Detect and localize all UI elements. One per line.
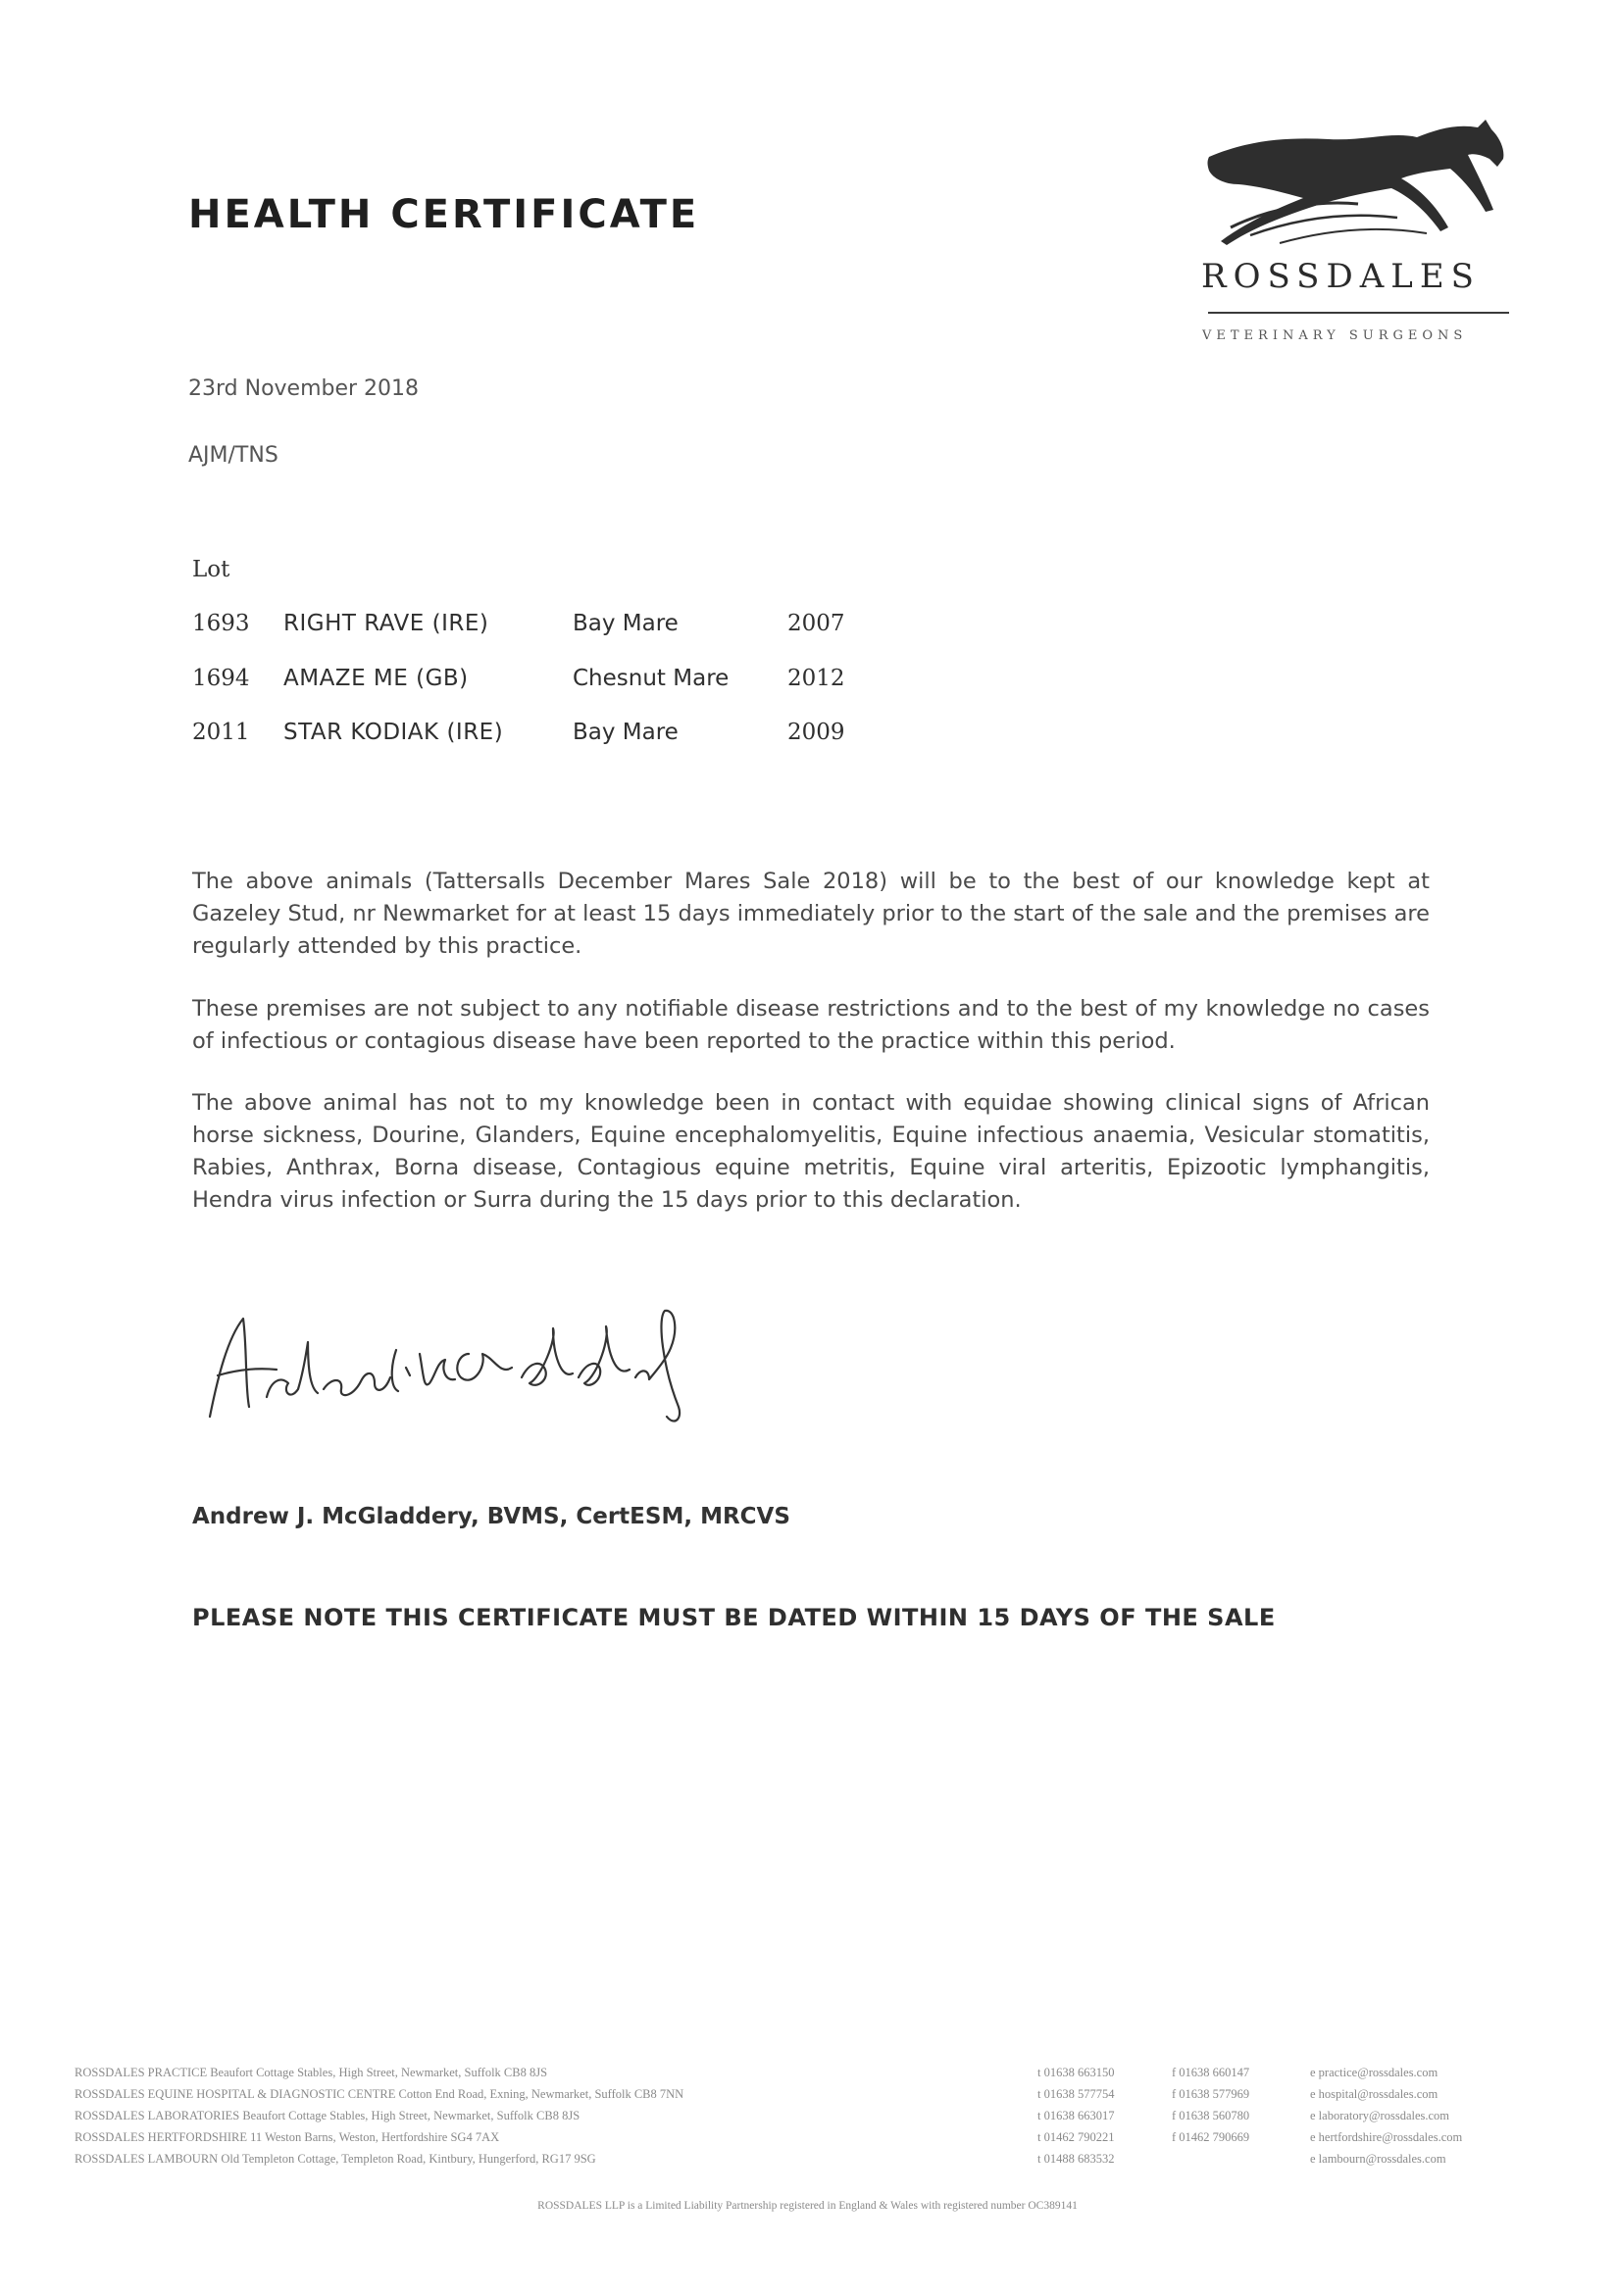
lot-row (192, 611, 898, 650)
footer-fax: f 01462 790669 (1172, 2130, 1250, 2144)
footer-email: e hospital@rossdales.com (1310, 2087, 1438, 2101)
horse-logo-icon (1191, 110, 1515, 355)
footer-address: ROSSDALES LABORATORIES Beaufort Cottage Stables, High Street, Newmarket, Suffolk CB8 8JS (75, 2109, 580, 2122)
logo-divider (1208, 312, 1509, 314)
footer-address: ROSSDALES LAMBOURN Old Templeton Cottage, Templeton Road, Kintbury, Hungerford, RG17 9SG (75, 2152, 596, 2166)
page-title: HEALTH CERTIFICATE (188, 192, 700, 237)
footer-row (75, 2130, 1555, 2152)
horse-type: Chesnut Mare (573, 666, 730, 691)
footer-email: e lambourn@rossdales.com (1310, 2152, 1446, 2166)
footer-phone: t 01638 663150 (1037, 2066, 1115, 2079)
lot-number: 1694 (192, 666, 250, 691)
horse-type: Bay Mare (573, 720, 679, 745)
footer-email: e hertfordshire@rossdales.com (1310, 2130, 1463, 2144)
footer-fax: f 01638 660147 (1172, 2066, 1250, 2079)
footer-address: ROSSDALES HERTFORDSHIRE 11 Weston Barns, Weston, Hertfordshire SG4 7AX (75, 2130, 500, 2144)
footer-phone: t 01488 683532 (1037, 2152, 1115, 2166)
horse-year: 2007 (787, 611, 845, 636)
horse-year: 2012 (787, 666, 845, 691)
footer-row (75, 2087, 1555, 2109)
horse-year: 2009 (787, 720, 845, 745)
logo-tagline: VETERINARY SURGEONS (1202, 328, 1468, 343)
statement-paragraph: The above animal has not to my knowledge been in contact with equidae showing clinical signs of African horse sickness, Dourine, Glanders, Equine encephalomyelitis, Equine infectious anaemia, Vesicular stomatitis, Rabies, Anthrax, Borna disease, Contagious equine metritis, Equine viral arteritis, Epizootic lymphangitis, Hendra virus infection or Surra during the 15 days prior to this declaration. (192, 1090, 1430, 1213)
registration-footnote: ROSSDALES LLP is a Limited Liability Partnership registered in England & Wales with registered number OC389141 (537, 2200, 1078, 2212)
signatory-name: Andrew J. McGladdery, BVMS, CertESM, MRCVS (192, 1504, 790, 1529)
certificate-date: 23rd November 2018 (188, 376, 420, 401)
date-notice: PLEASE NOTE THIS CERTIFICATE MUST BE DATED WITHIN 15 DAYS OF THE SALE (192, 1604, 1276, 1631)
footer-phone: t 01462 790221 (1037, 2130, 1115, 2144)
footer-phone: t 01638 577754 (1037, 2087, 1115, 2101)
horse-type: Bay Mare (573, 611, 679, 636)
footer-contacts (75, 2066, 1555, 2173)
lot-row (192, 720, 898, 759)
statement-paragraph: The above animals (Tattersalls December Mares Sale 2018) will be to the best of our knowledge kept at Gazeley Stud, nr Newmarket for at least 15 days immediately prior to the start of the sale and the premises are regularly attended by this practice. (192, 869, 1430, 959)
reference-code: AJM/TNS (188, 443, 278, 468)
lot-number: 1693 (192, 611, 250, 636)
logo-wordmark: ROSSDALES (1201, 257, 1481, 296)
statement-paragraph: These premises are not subject to any notifiable disease restrictions and to the best of my knowledge no cases of infectious or contagious disease have been reported to the practice within this period. (192, 996, 1430, 1054)
footer-fax: f 01638 577969 (1172, 2087, 1250, 2101)
footer-email: e practice@rossdales.com (1310, 2066, 1438, 2079)
footer-row (75, 2152, 1555, 2173)
lot-heading: Lot (192, 557, 230, 582)
footer-row (75, 2109, 1555, 2130)
handwritten-signature (188, 1260, 718, 1431)
horse-name: RIGHT RAVE (IRE) (283, 611, 489, 636)
lot-row (192, 666, 898, 705)
lot-number: 2011 (192, 720, 250, 745)
horse-name: AMAZE ME (GB) (283, 666, 469, 691)
footer-address: ROSSDALES EQUINE HOSPITAL & DIAGNOSTIC CENTRE Cotton End Road, Exning, Newmarket, Suffolk CB8 7NN (75, 2087, 684, 2101)
footer-address: ROSSDALES PRACTICE Beaufort Cottage Stables, High Street, Newmarket, Suffolk CB8 8JS (75, 2066, 548, 2079)
horse-name: STAR KODIAK (IRE) (283, 720, 504, 745)
footer-email: e laboratory@rossdales.com (1310, 2109, 1450, 2122)
footer-phone: t 01638 663017 (1037, 2109, 1115, 2122)
footer-fax: f 01638 560780 (1172, 2109, 1250, 2122)
footer-row (75, 2066, 1555, 2087)
